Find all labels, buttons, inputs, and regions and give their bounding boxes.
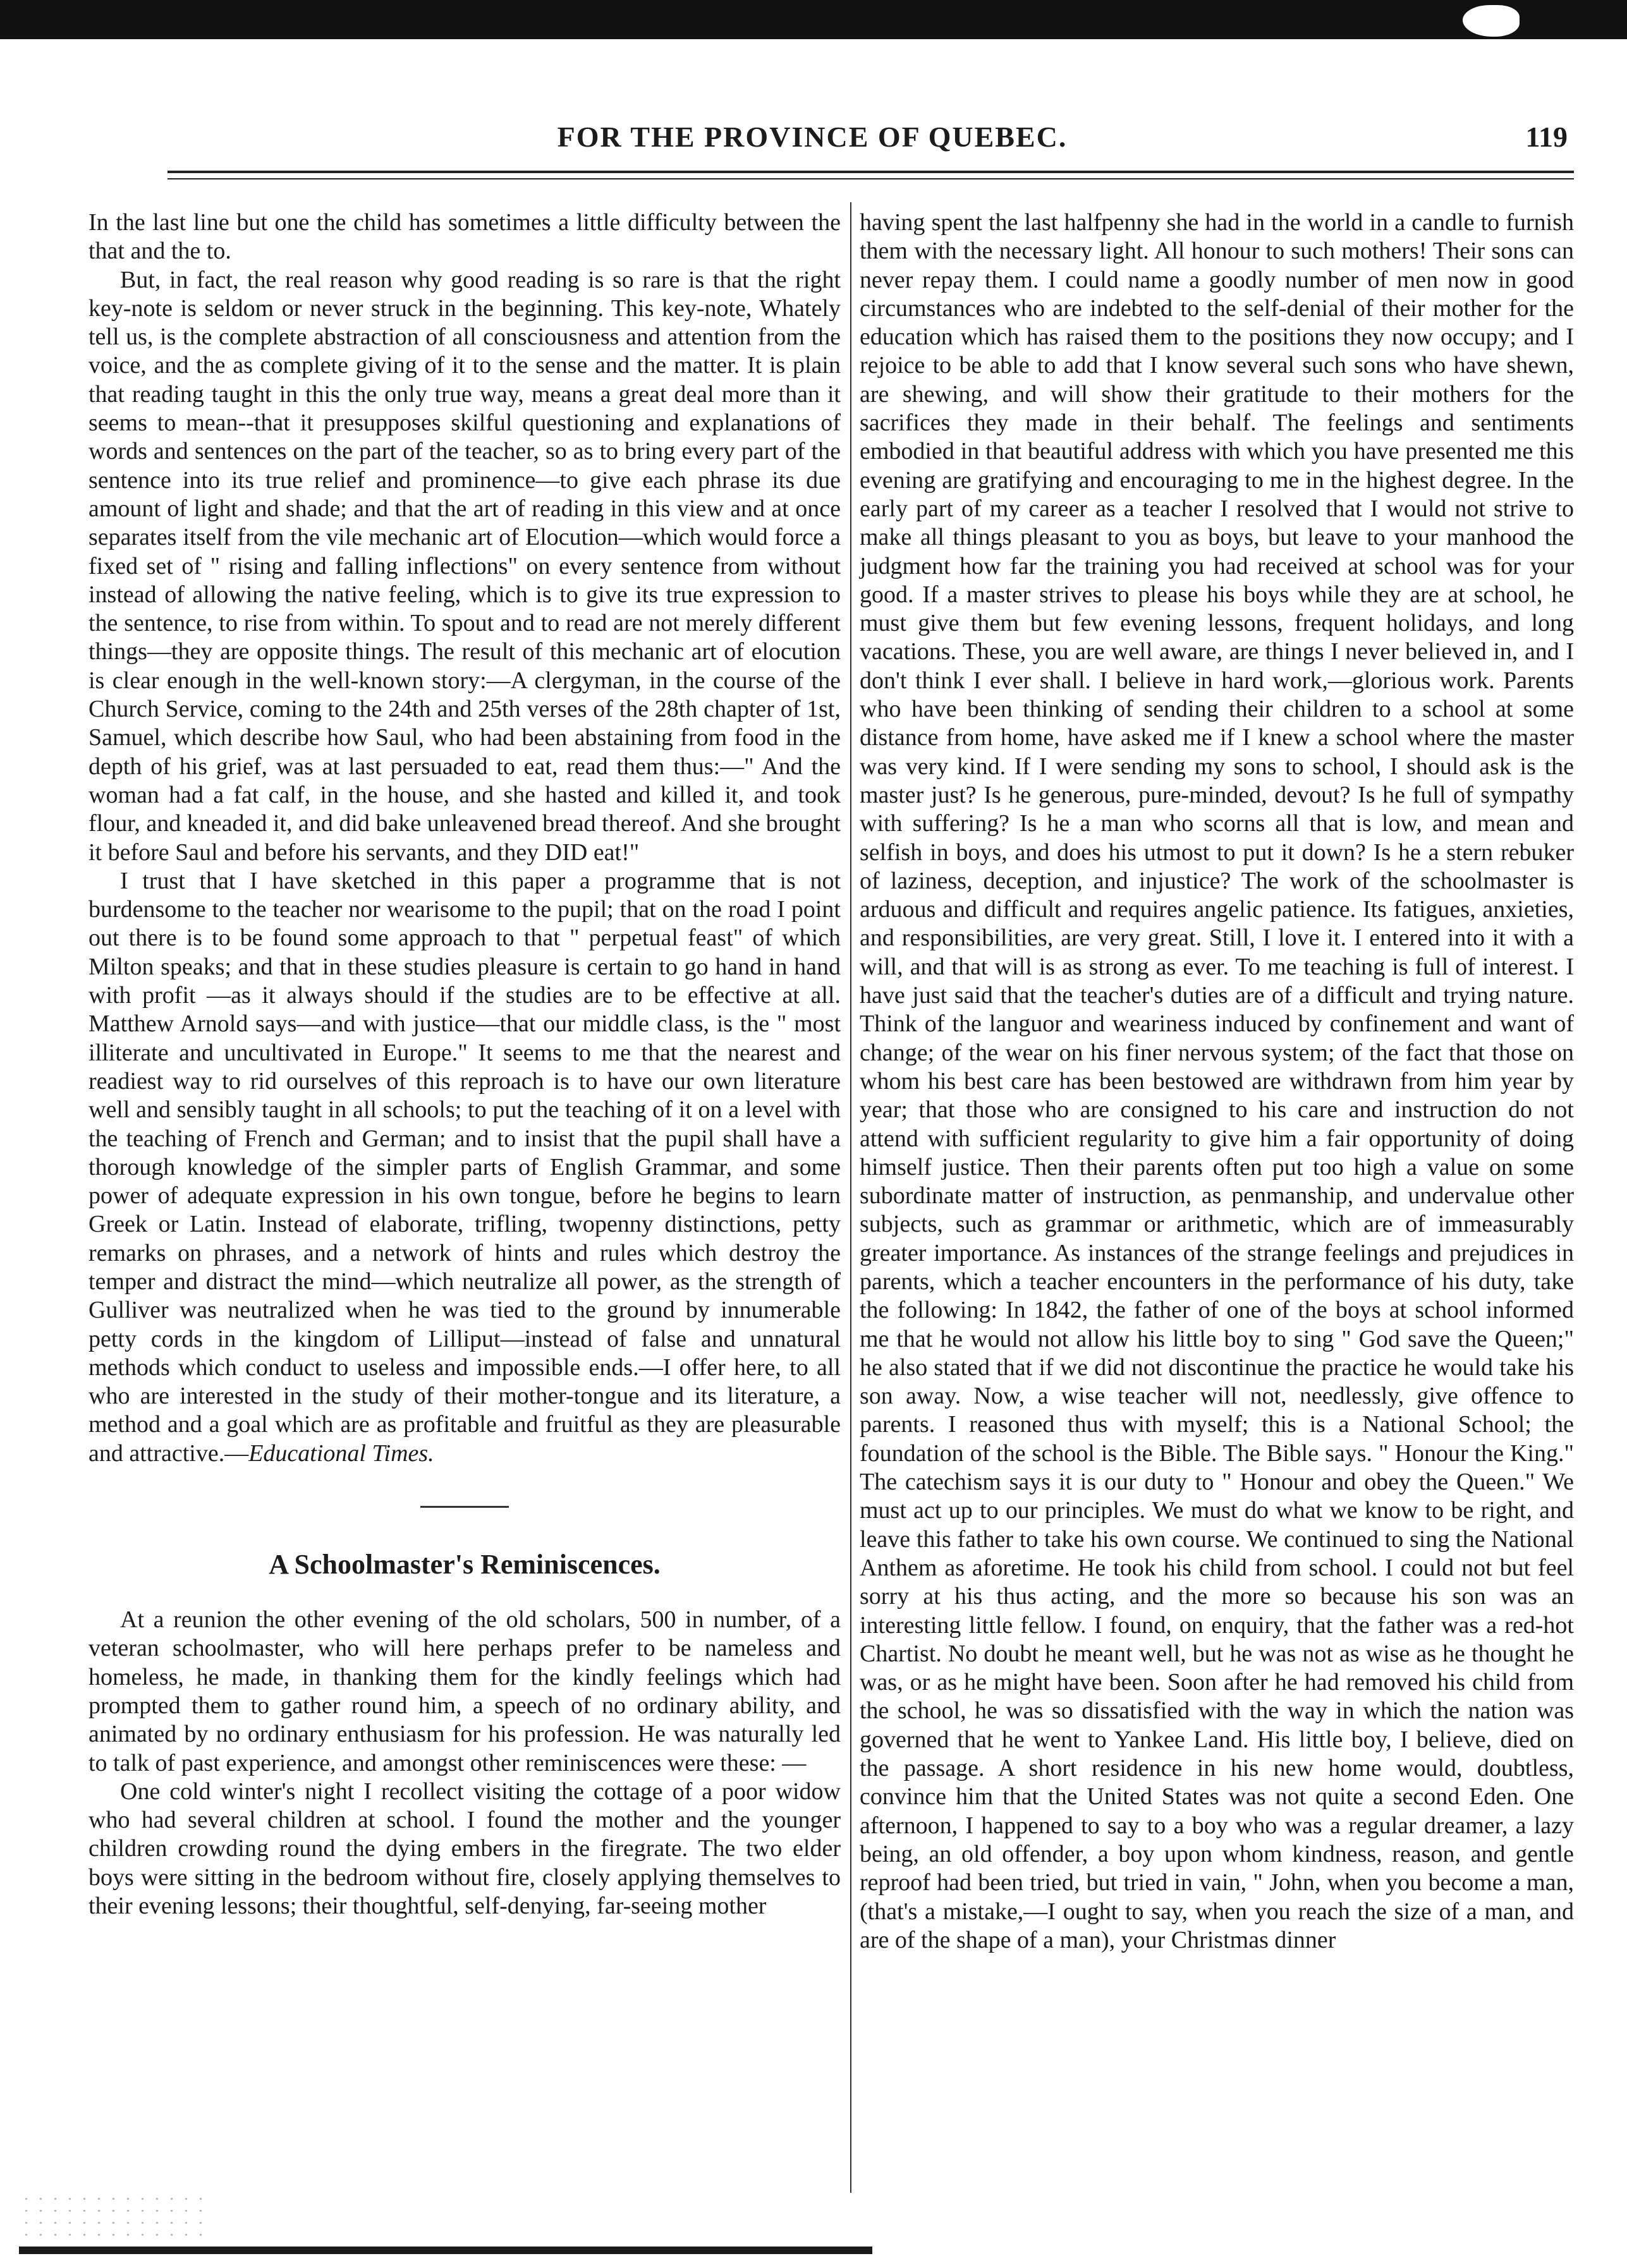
page-bottom-border [19, 2247, 872, 2254]
header-rule [168, 171, 1574, 173]
scan-artifact [1463, 5, 1520, 37]
page-top-border [0, 0, 1627, 39]
paragraph: One cold winter's night I recollect visiting the cottage of a poor widow who had several children at school. I found the mother and the younger children crowding round the dying embers in the firegrate. The two elder boys were sitting in the bedroom without fire, closely applying themselves to their evening lessons; their thoughtful, self-denying, far-seeing mother [88, 1778, 841, 1920]
running-header [38, 120, 1587, 164]
left-column [88, 209, 841, 1920]
page-number: 119 [1525, 121, 1568, 153]
source-attribution: Educational Times. [248, 1440, 434, 1467]
paragraph-text: I trust that I have sketched in this paper a programme that is not burdensome to the teacher nor wearisome to the pupil; that on the road I point out there is to be found some approach to that " perpetual feast" of which Milton speaks; and that in these studies pleasure is certain to go hand in hand with profit —as it always should if the studies are to be effective at all. Matthew Arnold says—and with justice—that our middle class, is the " most illiterate and uncultivated in Europe." It seems to me that the nearest and readiest way to rid ourselves of this reproach is to have our own literature well and sensibly taught in all schools; to put the teaching of it on a level with the teaching of French and German; and to insist that the pupil shall have a thorough knowledge of the simpler parts of English Grammar, and some power of adequate expression in his own tongue, before he begins to learn Greek or Latin. Instead of elaborate, trifling, twopenny distinctions, petty remarks on phrases, and a network of hints and rules which destroy the temper and distract the mind—which neutralize all power, as the strength of Gulliver was neutralized when he was tied to the ground by innumerable petty cords in the kingdom of Lilliput—instead of false and unnatural methods which conduct to useless and impossible ends.—I offer here, to all who are interested in the study of their mother-tongue and its literature, a method and a goal which are as profitable and fruitful as they are pleasurable and attractive.— [88, 867, 841, 1467]
paragraph: In the last line but one the child has sometimes a little difficulty between the that and the to. [88, 209, 841, 265]
scan-noise [19, 2193, 209, 2237]
article-heading: A Schoolmaster's Reminiscences. [269, 1549, 661, 1580]
header-rule-thin [168, 178, 1574, 179]
section-divider [420, 1506, 509, 1508]
paragraph: having spent the last halfpenny she had in the world in a candle to furnish them with the necessary light. All honour to such mothers! Their sons can never repay them. I could name a goodly number of men now in good circumstances who are indebted to the self-denial of their mother for the education which has raised them to the positions they now occupy; and I rejoice to be able to add that I know several such sons who have shewn, are shewing, and will show their gratitude to their mothers for the sacrifices they made in their behalf. The feelings and sentiments embodied in that beautiful address with which you have presented me this evening are gratifying and encouraging to me in the highest degree. In the early part of my career as a teacher I resolved that I would not strive to make all things pleasant to you as boys, but leave to your manhood the judgment how far the training you had received at school was for your good. If a master strives to please his boys while they are at school, he must give them but few evening lessons, frequent holidays, and long vacations. These, you are well aware, are things I never believed in, and I don't think I ever shall. I believe in hard work,—glorious work. Parents who have been thinking of sending their children to a school at some distance from home, have asked me if I knew a school where the master was very kind. If I were sending my sons to school, I should ask is the master just? Is he generous, pure-minded, devout? Is he full of sympathy with suffering? Is he a man who scorns all that is low, and mean and selfish in boys, and does his utmost to put it down? Is he a stern rebuker of laziness, deception, and injustice? The work of the schoolmaster is arduous and difficult and requires angelic patience. Its fatigues, anxieties, and responsibilities, are very great. Still, I love it. I entered into it with a will, and that will is as strong as ever. To me teaching is full of interest. I have just said that the teacher's duties are of a difficult and trying nature. Think of the languor and weariness induced by confinement and want of change; of the wear on his finer nervous system; of the fact that those on whom his best care has been bestowed are withdrawn from him year by year; that those who are consigned to his care and instruction do not attend with sufficient regularity to give him a fair opportunity of doing himself justice. Then their parents often put too high a value on some subordinate matter of instruction, as penmanship, and undervalue other subjects, such as grammar or arithmetic, which are of immeasurably greater importance. As instances of the strange feelings and prejudices in parents, which a teacher encounters in the performance of his duty, take the following: In 1842, the father of one of the boys at school informed me that he would not allow his little boy to sing " God save the Queen;" he also stated that if we did not discontinue the practice he would take his son away. Now, a wise teacher will not, needlessly, give offence to parents. I reasoned thus with myself; this is a National School; the foundation of the school is the Bible. The Bible says. " Honour the King." The catechism says it is our duty to " Honour and obey the Queen." We must act up to our principles. We must do what we know to be right, and leave this father to take his own course. We continued to sing the National Anthem as aforetime. He took his child from school. I could not but feel sorry at his thus acting, and the more so because his son was an interesting little fellow. I found, on enquiry, that the father was a red-hot Chartist. No doubt he meant well, but he was not as wise as he thought he was, or as he might have been. Soon after he had removed his child from the school, he was so dissatisfied with the way in which the nation was governed that he went to Yankee Land. His little boy, I believe, died on the passage. A short residence in his new home would, doubtless, convince him that the United States was not quite a second Eden. One afternoon, I happened to say to a boy who was a regular dreamer, a lazy being, an old offender, a boy upon whom kindness, reason, and gentle reproof had been tried, but tried in vain, " John, when you become a man, (that's a mistake,—I ought to say, when you reach the size of a man, and are of the shape of a man), your Christmas dinner [860, 209, 1574, 1953]
right-column [860, 209, 1574, 1955]
running-title: FOR THE PROVINCE OF QUEBEC. [557, 121, 1068, 153]
paragraph [88, 867, 841, 1468]
column-divider [850, 202, 851, 2193]
paragraph: At a reunion the other evening of the old scholars, 500 in number, of a veteran schoolmaster, who will here perhaps prefer to be nameless and homeless, he made, in thanking them for the kindly feelings which had prompted them to gather round him, a speech of no ordinary ability, and animated by no ordinary enthusiasm for his profession. He was naturally led to talk of past experience, and amongst other reminiscences were these: — [88, 1606, 841, 1776]
paragraph: But, in fact, the real reason why good reading is so rare is that the right key-note is seldom or never struck in the beginning. This key-note, Whately tell us, is the complete abstraction of all consciousness and attention from the voice, and the as complete giving of it to the sense and the matter. It is plain that reading taught in this the only true way, means a great deal more than it seems to mean--that it presupposes skilful questioning and explanations of words and sentences on the part of the teacher, so as to bring every part of the sentence into its true relief and prominence—to give each phrase its due amount of light and shade; and that the art of reading in this view and at once separates itself from the vile mechanic art of Elocution—which would force a fixed set of " rising and falling inflections" on every sentence from without instead of allowing the native feeling, which is to give its true expression to the sentence, to rise from within. To spout and to read are not merely different things—they are opposite things. The result of this mechanic art of elocution is clear enough in the well-known story:—A clergyman, in the course of the Church Service, coming to the 24th and 25th verses of the 28th chapter of 1st, Samuel, which describe how Saul, who had been abstaining from food in the depth of his grief, was at last persuaded to eat, read them thus:—" And the woman had a fat calf, in the house, and she hasted and killed it, and took flour, and kneaded it, and did bake unleavened bread thereof. And she brought it before Saul and before his servants, and they DID eat!" [88, 266, 841, 866]
